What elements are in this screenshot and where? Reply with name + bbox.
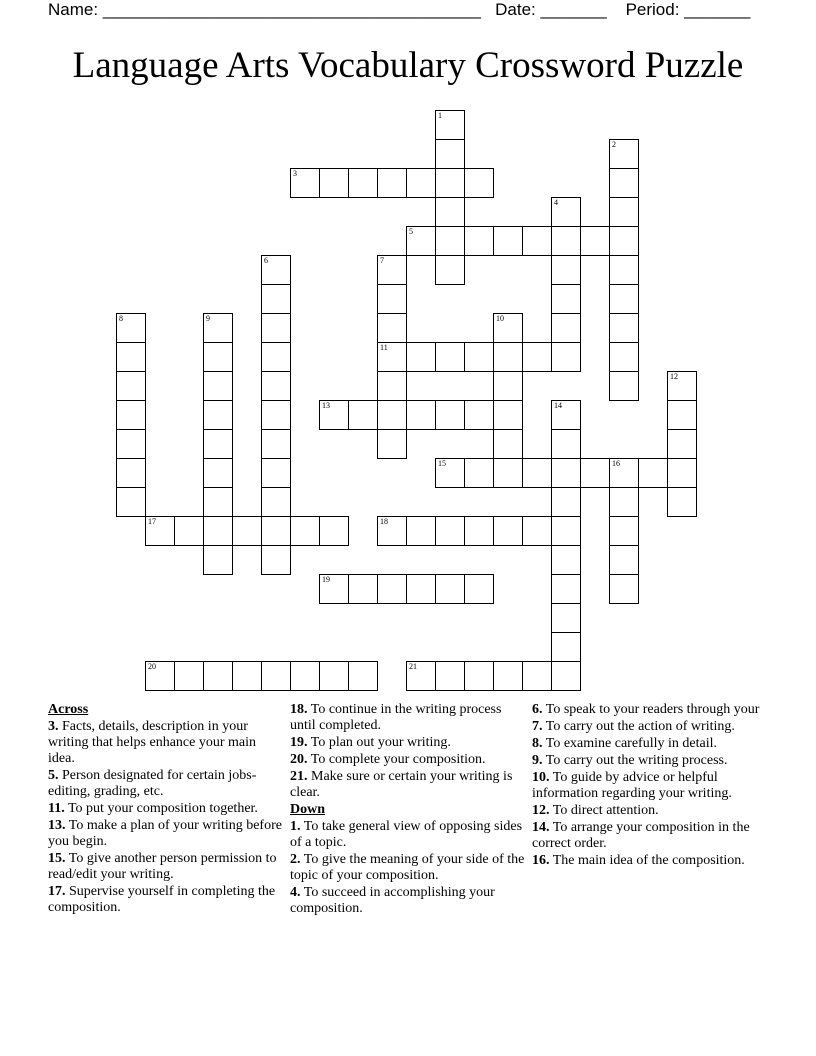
crossword-cell[interactable] (116, 313, 146, 343)
down-clue-list (290, 819, 528, 917)
crossword-cell[interactable] (232, 516, 262, 546)
crossword-cell[interactable] (609, 139, 639, 169)
crossword-cell[interactable] (290, 516, 320, 546)
crossword-cell[interactable] (261, 429, 291, 459)
crossword-cell[interactable] (435, 168, 465, 198)
clue-item (290, 852, 528, 884)
crossword-cell[interactable] (464, 458, 494, 488)
clue-item (48, 768, 286, 800)
clue-item (532, 803, 772, 819)
crossword-cell[interactable] (261, 342, 291, 372)
clue-item (532, 702, 772, 718)
crossword-cell[interactable] (145, 661, 175, 691)
crossword-cell[interactable] (464, 168, 494, 198)
crossword-cell[interactable] (493, 400, 523, 430)
crossword-cell[interactable] (406, 574, 436, 604)
down-heading: Down (290, 802, 326, 817)
crossword-cell[interactable] (609, 168, 639, 198)
clue-item-number: 7. (532, 719, 543, 734)
crossword-cell[interactable] (348, 661, 378, 691)
crossword-cell[interactable] (290, 661, 320, 691)
crossword-cell[interactable] (522, 661, 552, 691)
crossword-cell[interactable] (522, 516, 552, 546)
clue-item (532, 770, 772, 802)
clue-item-number: 9. (532, 753, 543, 768)
clue-number: 5 (409, 227, 413, 236)
crossword-cell[interactable] (261, 661, 291, 691)
clue-number: 18 (380, 517, 388, 526)
crossword-cell[interactable] (116, 400, 146, 430)
crossword-cell[interactable] (551, 661, 581, 691)
clue-number: 4 (554, 198, 558, 207)
crossword-cell[interactable] (203, 313, 233, 343)
crossword-cell[interactable] (261, 284, 291, 314)
crossword-cell[interactable] (406, 661, 436, 691)
clue-item-number: 8. (532, 736, 543, 751)
down-clue-list-continued (532, 702, 772, 869)
crossword-cell[interactable] (406, 400, 436, 430)
clue-item-number: 6. (532, 702, 543, 717)
clue-number: 2 (612, 140, 616, 149)
clue-item (48, 719, 286, 767)
crossword-cell[interactable] (232, 661, 262, 691)
crossword-cell[interactable] (116, 342, 146, 372)
clue-item-text: Facts, details, description in your writing that helps enhance your main idea. (48, 719, 256, 766)
crossword-cell[interactable] (203, 661, 233, 691)
crossword-cell[interactable] (261, 545, 291, 575)
clue-item (532, 719, 772, 735)
crossword-cell[interactable] (464, 661, 494, 691)
clue-item-number: 10. (532, 770, 550, 785)
clue-item-text: Make sure or certain your writing is clear. (290, 769, 513, 800)
crossword-cell[interactable] (580, 458, 610, 488)
clue-item-number: 1. (290, 819, 301, 834)
crossword-cell[interactable] (203, 516, 233, 546)
clue-item-number: 13. (48, 818, 66, 833)
crossword-cell[interactable] (667, 429, 697, 459)
crossword-cell[interactable] (435, 400, 465, 430)
crossword-cell[interactable] (319, 400, 349, 430)
crossword-cell[interactable] (261, 516, 291, 546)
crossword-cell[interactable] (464, 400, 494, 430)
clue-number: 19 (322, 575, 330, 584)
clue-item-number: 3. (48, 719, 59, 734)
crossword-cell[interactable] (580, 226, 610, 256)
crossword-cell[interactable] (116, 487, 146, 517)
crossword-cell[interactable] (377, 284, 407, 314)
clue-number: 13 (322, 401, 330, 410)
crossword-cell[interactable] (464, 574, 494, 604)
crossword-cell[interactable] (116, 429, 146, 459)
crossword-cell[interactable] (493, 342, 523, 372)
clue-number: 16 (612, 459, 620, 468)
crossword-cell[interactable] (609, 197, 639, 227)
crossword-cell[interactable] (609, 574, 639, 604)
crossword-cell[interactable] (609, 487, 639, 517)
crossword-cell[interactable] (667, 487, 697, 517)
crossword-cell[interactable] (116, 458, 146, 488)
clue-number: 7 (380, 256, 384, 265)
crossword-cell[interactable] (551, 632, 581, 662)
crossword-cell[interactable] (522, 226, 552, 256)
clue-item-text: The main idea of the composition. (549, 853, 745, 868)
clue-number: 17 (148, 517, 156, 526)
clue-item (532, 820, 772, 852)
page-title: Language Arts Vocabulary Crossword Puzzle (72, 45, 744, 86)
clue-item-text: To arrange your composition in the correct order. (532, 820, 750, 851)
crossword-cell[interactable] (522, 342, 552, 372)
crossword-cell[interactable] (406, 226, 436, 256)
clue-item-number: 19. (290, 735, 308, 750)
crossword-cell[interactable] (435, 458, 465, 488)
crossword-cell[interactable] (348, 400, 378, 430)
crossword-cell[interactable] (638, 458, 668, 488)
crossword-cell[interactable] (261, 487, 291, 517)
crossword-cell[interactable] (116, 371, 146, 401)
crossword-cell[interactable] (261, 371, 291, 401)
clue-number: 6 (264, 256, 268, 265)
crossword-cell[interactable] (551, 342, 581, 372)
clue-item-number: 14. (532, 820, 550, 835)
crossword-cell[interactable] (377, 516, 407, 546)
crossword-cell[interactable] (377, 255, 407, 285)
crossword-cell[interactable] (261, 255, 291, 285)
crossword-cell[interactable] (319, 574, 349, 604)
clue-item-text: To continue in the writing process until completed. (290, 702, 502, 733)
crossword-cell[interactable] (551, 284, 581, 314)
crossword-cell[interactable] (667, 371, 697, 401)
crossword-cell[interactable] (551, 603, 581, 633)
clue-item-text: To take general view of opposing sides of a topic. (290, 819, 523, 850)
crossword-cell[interactable] (406, 342, 436, 372)
clue-item (532, 853, 772, 869)
crossword-cell[interactable] (551, 400, 581, 430)
crossword-cell[interactable] (609, 226, 639, 256)
clue-number: 3 (293, 169, 297, 178)
clue-item-number: 21. (290, 769, 308, 784)
crossword-cell[interactable] (551, 429, 581, 459)
crossword-cell[interactable] (551, 487, 581, 517)
clue-item-text: To speak to your readers through your (542, 702, 760, 717)
crossword-cell[interactable] (435, 226, 465, 256)
crossword-cell[interactable] (174, 661, 204, 691)
crossword-cell[interactable] (609, 458, 639, 488)
clue-number: 10 (496, 314, 504, 323)
crossword-cell[interactable] (551, 226, 581, 256)
crossword-cell[interactable] (319, 516, 349, 546)
crossword-cell[interactable] (464, 516, 494, 546)
crossword-cell[interactable] (435, 197, 465, 227)
crossword-cell[interactable] (551, 458, 581, 488)
crossword-cell[interactable] (377, 400, 407, 430)
crossword-cell[interactable] (551, 574, 581, 604)
crossword-cell[interactable] (377, 342, 407, 372)
crossword-cell[interactable] (406, 516, 436, 546)
crossword-cell[interactable] (493, 371, 523, 401)
clue-number: 14 (554, 401, 562, 410)
crossword-cell[interactable] (609, 284, 639, 314)
across-heading: Across (48, 702, 89, 717)
clues-column-1 (48, 702, 286, 917)
clue-item-text: To carry out the action of writing. (542, 719, 735, 734)
clue-item (290, 769, 528, 801)
crossword-cell[interactable] (493, 313, 523, 343)
clue-item-text: Person designated for certain jobs- editing, grading, etc. (48, 768, 257, 799)
clue-item-number: 18. (290, 702, 308, 717)
clue-item (48, 851, 286, 883)
clue-item-text: To succeed in accomplishing your composition. (290, 885, 495, 916)
clue-item-number: 2. (290, 852, 301, 867)
crossword-cell[interactable] (435, 139, 465, 169)
clues-column-3 (532, 702, 772, 870)
crossword-cell[interactable] (261, 400, 291, 430)
clue-item-text: To give the meaning of your side of the topic of your composition. (290, 852, 525, 883)
clue-number: 12 (670, 372, 678, 381)
crossword-cell[interactable] (667, 458, 697, 488)
crossword-cell[interactable] (377, 371, 407, 401)
clue-item (290, 819, 528, 851)
crossword-cell[interactable] (551, 197, 581, 227)
clue-item-text: To carry out the writing process. (542, 753, 728, 768)
clue-item-text: To plan out your writing. (307, 735, 451, 750)
crossword-cell[interactable] (551, 545, 581, 575)
crossword-cell[interactable] (464, 226, 494, 256)
clue-item-text: To direct attention. (549, 803, 659, 818)
crossword-cell[interactable] (203, 371, 233, 401)
crossword-cell[interactable] (609, 545, 639, 575)
clue-item-text: To make a plan of your writing before you begin. (48, 818, 282, 849)
crossword-cell[interactable] (377, 574, 407, 604)
crossword-cell[interactable] (493, 458, 523, 488)
clue-item (48, 818, 286, 850)
crossword-cell[interactable] (145, 516, 175, 546)
crossword-cell[interactable] (261, 458, 291, 488)
clue-item-number: 5. (48, 768, 59, 783)
clue-item (290, 702, 528, 734)
clue-item-number: 4. (290, 885, 301, 900)
across-clue-list (48, 719, 286, 916)
crossword-cell[interactable] (203, 545, 233, 575)
crossword-cell[interactable] (493, 429, 523, 459)
crossword-cell[interactable] (551, 255, 581, 285)
crossword-cell[interactable] (203, 342, 233, 372)
crossword-cell[interactable] (174, 516, 204, 546)
crossword-cell[interactable] (203, 429, 233, 459)
crossword-cell[interactable] (551, 516, 581, 546)
crossword-cell[interactable] (464, 342, 494, 372)
crossword-cell[interactable] (493, 226, 523, 256)
crossword-cell[interactable] (319, 661, 349, 691)
crossword-cell[interactable] (261, 313, 291, 343)
crossword-cell[interactable] (377, 313, 407, 343)
crossword-cell[interactable] (435, 110, 465, 140)
crossword-cell[interactable] (522, 458, 552, 488)
crossword-cell[interactable] (667, 400, 697, 430)
clue-item-text: To guide by advice or helpful information regarding your writing. (532, 770, 732, 801)
crossword-cell[interactable] (493, 661, 523, 691)
clue-number: 1 (438, 111, 442, 120)
clue-item (290, 735, 528, 751)
crossword-cell[interactable] (348, 574, 378, 604)
clue-number: 20 (148, 662, 156, 671)
crossword-cell[interactable] (551, 313, 581, 343)
clue-number: 8 (119, 314, 123, 323)
crossword-cell[interactable] (203, 487, 233, 517)
clue-item (290, 752, 528, 768)
crossword-cell[interactable] (377, 168, 407, 198)
crossword-cell[interactable] (435, 516, 465, 546)
clue-item-text: To put your composition together. (64, 801, 258, 816)
crossword-cell[interactable] (406, 168, 436, 198)
crossword-cell[interactable] (435, 574, 465, 604)
crossword-cell[interactable] (609, 371, 639, 401)
header-fields: Name: ________________________________________ Date: _______ Period: _______ (48, 0, 751, 19)
across-clue-list-continued (290, 702, 528, 801)
clue-item-text: To give another person permission to read/edit your writing. (48, 851, 277, 882)
clue-item-number: 11. (48, 801, 65, 816)
crossword-cell[interactable] (493, 516, 523, 546)
clue-item-text: To complete your composition. (307, 752, 486, 767)
crossword-cell[interactable] (319, 168, 349, 198)
clue-item (532, 736, 772, 752)
clue-item-number: 12. (532, 803, 550, 818)
crossword-cell[interactable] (377, 429, 407, 459)
crossword-cell[interactable] (609, 313, 639, 343)
clue-number: 9 (206, 314, 210, 323)
clue-item (532, 753, 772, 769)
clue-item-number: 17. (48, 884, 66, 899)
crossword-cell[interactable] (203, 400, 233, 430)
crossword-cell[interactable] (290, 168, 320, 198)
crossword-cell[interactable] (435, 255, 465, 285)
crossword-cell[interactable] (203, 458, 233, 488)
clue-item-text: Supervise yourself in completing the composition. (48, 884, 276, 915)
clue-item-number: 16. (532, 853, 550, 868)
crossword-cell[interactable] (348, 168, 378, 198)
clue-number: 15 (438, 459, 446, 468)
crossword-cell[interactable] (609, 255, 639, 285)
clue-item (290, 885, 528, 917)
crossword-cell[interactable] (435, 342, 465, 372)
clue-item (48, 884, 286, 916)
clue-item-number: 15. (48, 851, 66, 866)
crossword-cell[interactable] (435, 661, 465, 691)
clues-column-2 (290, 702, 528, 918)
clue-item-text: To examine carefully in detail. (542, 736, 717, 751)
clue-item (48, 801, 286, 817)
crossword-cell[interactable] (609, 342, 639, 372)
clue-item-number: 20. (290, 752, 308, 767)
clue-number: 21 (409, 662, 417, 671)
crossword-cell[interactable] (609, 516, 639, 546)
clue-number: 11 (380, 343, 388, 352)
